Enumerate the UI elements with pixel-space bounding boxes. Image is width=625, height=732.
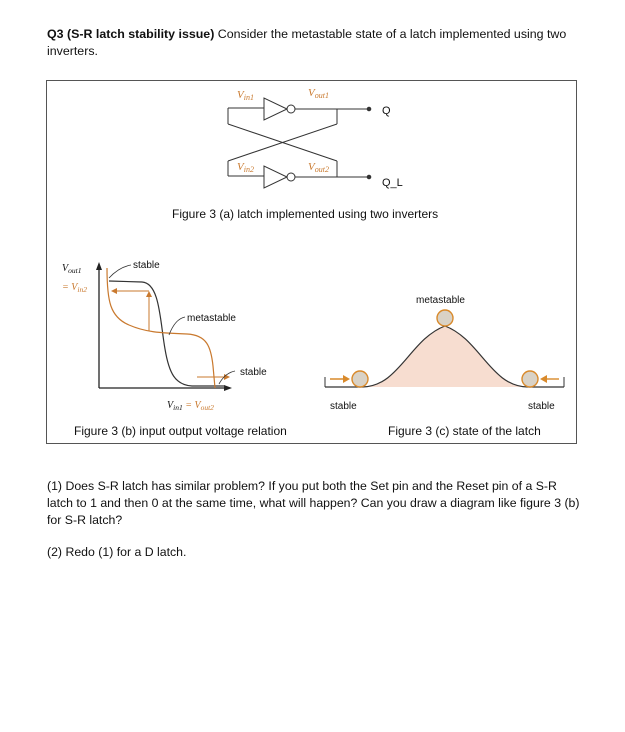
figure-3a <box>228 98 371 188</box>
question-1: (1) Does S-R latch has similar problem? If you put both the Set pin and the Reset pin of a S-R latch to 1 and then 0 at the same time, what will happen? Can you draw a diagram like figure 3 (b) for S-R latch? <box>47 479 580 527</box>
label-q: Q <box>382 105 391 117</box>
figure-canvas <box>47 81 578 445</box>
label-vout1: Vout1 <box>308 87 329 100</box>
figure-3c <box>325 310 564 387</box>
node-q <box>367 107 371 111</box>
y-axis-label-2: = $V_{in2}$ <box>62 282 87 294</box>
curve-inverter-2 <box>107 268 215 388</box>
label-vout2: Vout2 <box>308 161 329 174</box>
leader-metastable <box>169 317 185 335</box>
ball-stable-left <box>352 371 368 387</box>
label-stable-right: stable <box>528 401 555 412</box>
inverter-top <box>264 98 287 120</box>
trajectory-left-arrow <box>111 288 117 294</box>
caption-3c: Figure 3 (c) state of the latch <box>388 424 541 438</box>
question-intro: Consider the metastable state of a latch implemented using two inverters. <box>47 27 567 58</box>
node-ql <box>367 175 371 179</box>
x-axis-label: $V_{in1} = V_{out2}$ <box>167 400 214 412</box>
y-axis-label-1: $V_{out1}$ <box>62 263 82 275</box>
label-stable-left: stable <box>330 401 357 412</box>
question-2: (2) Redo (1) for a D latch. <box>47 545 187 559</box>
ball-stable-right <box>522 371 538 387</box>
figure-3a-labels <box>237 87 329 174</box>
caption-3a: Figure 3 (a) latch implemented using two inverters <box>172 207 439 221</box>
inverter-bottom-bubble <box>287 173 295 181</box>
y-axis-arrow <box>96 262 102 270</box>
figure-panel <box>46 80 577 444</box>
ball-metastable <box>437 310 453 326</box>
label-metastable-c: metastable <box>416 295 465 306</box>
question-header <box>47 26 587 60</box>
question-title: Q3 (S-R latch stability issue) <box>47 27 215 41</box>
figure-3b <box>96 262 235 391</box>
label-q-l: Q_L <box>382 177 403 189</box>
label-stable-bottom: stable <box>240 367 267 378</box>
label-vin2: Vin2 <box>237 161 254 174</box>
inverter-top-bubble <box>287 105 295 113</box>
leader-stable-top <box>109 265 131 278</box>
questions <box>47 478 583 576</box>
inverter-bottom <box>264 166 287 188</box>
push-right-arrow <box>540 375 547 383</box>
caption-3b: Figure 3 (b) input output voltage relation <box>74 424 287 438</box>
label-metastable-b: metastable <box>187 313 236 324</box>
x-axis-arrow <box>224 385 232 391</box>
trajectory-up-arrow <box>146 291 152 297</box>
push-left-arrow <box>343 375 350 383</box>
label-vin1: Vin1 <box>237 89 254 102</box>
label-stable-top: stable <box>133 260 160 271</box>
